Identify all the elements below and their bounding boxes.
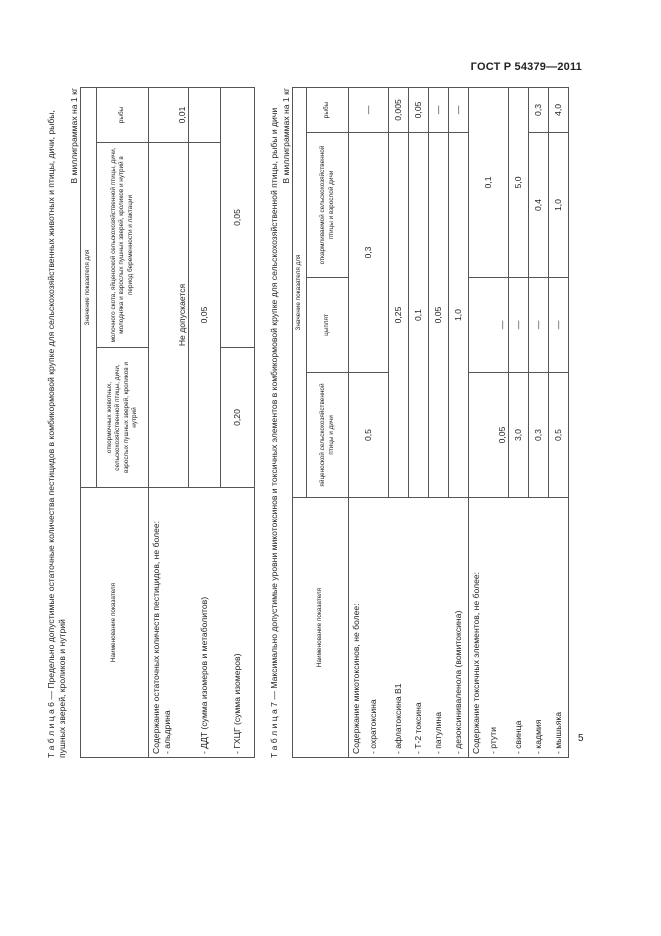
t7-row-aflatoxin-col123: 0,25 xyxy=(389,133,409,498)
t7-row-t2-name: - Т-2 токсина xyxy=(409,498,429,758)
t7-row-don xyxy=(449,87,469,757)
t6-row-hch-col1: 0,20 xyxy=(221,348,255,488)
t7-row-don-name: - дезоксиниваленола (вомитоксина) xyxy=(449,498,469,758)
t7-row-cadmium-col2: — xyxy=(529,278,549,373)
page-number: 5 xyxy=(578,733,584,744)
t7-row-arsenic xyxy=(549,87,569,757)
t7-header-col4: рыбы xyxy=(307,87,349,132)
t7-row-mercury-name: - ртути xyxy=(488,727,498,754)
t7-row-cadmium-col4: 0,3 xyxy=(529,87,549,132)
t6-row-ddt xyxy=(189,87,221,757)
t7-row-lead-col2: — xyxy=(509,278,529,373)
t7-row-arsenic-name: - мышьяка xyxy=(549,498,569,758)
t6-row-hch-col23: 0,05 xyxy=(221,87,255,347)
t7-row-t2-col4: 0,05 xyxy=(409,87,429,132)
t7-row-mercury xyxy=(469,87,509,757)
t6-row-aldrin-value: Не допускается xyxy=(149,143,189,488)
t7-row-aflatoxin-col4: 0,005 xyxy=(389,87,409,132)
table-6 xyxy=(80,87,255,758)
t7-header-col2: цыплят xyxy=(307,278,349,373)
t7-row-mercury-col2: — xyxy=(469,278,509,373)
t7-header-col1: яйценоской сельскохозяйственной птицы и дичи xyxy=(307,373,349,498)
t7-row-ochratoxin-col4: — xyxy=(349,87,389,132)
t7-row-lead-col1: 3,0 xyxy=(509,373,529,498)
table-6-caption: Т а б л и ц а 6 — Предельно допустимые остаточные количества пестицидов в комбикормовой крупке для сельскохозяйственных животных и птицы, дичи, рыбы, пушных зверей, кроликов и нутрий xyxy=(46,110,67,758)
t7-myco-label: Содержание микотоксинов, не более: xyxy=(351,603,361,754)
table-7 xyxy=(292,87,569,758)
t7-row-t2-col123: 0,1 xyxy=(409,133,429,498)
t7-row-t2 xyxy=(409,87,429,757)
t6-group-label: Содержание остаточных количеств пестицидов, не более: xyxy=(151,520,161,754)
table-7-units: В миллиграммах на 1 кг xyxy=(281,88,291,184)
t7-row-arsenic-col2: — xyxy=(549,278,569,373)
t7-row-arsenic-col3: 1,0 xyxy=(549,133,569,278)
t6-header-col1: откормочных животных, сельскохозяйственной птицы, дичи, взрослых пушных зверей, кроликов и нутрий xyxy=(97,348,149,488)
t6-row-ddt-name: - ДДТ (сумма изомеров и метаболитов) xyxy=(189,488,221,758)
t7-row-don-col123: 1,0 xyxy=(449,133,469,498)
table-7-block xyxy=(269,88,589,758)
t7-row-lead-name: - свинца xyxy=(509,498,529,758)
t7-header-name: Наименование показателя xyxy=(293,498,349,758)
table-6-block xyxy=(46,88,246,758)
t7-row-ochratoxin-col1: 0,5 xyxy=(349,373,389,498)
t6-row-hch-name: - ГХЦГ (сумма изомеров) xyxy=(221,488,255,758)
t7-row-cadmium-col3: 0,4 xyxy=(529,133,549,278)
t7-row-don-col4: — xyxy=(449,87,469,132)
t7-row-ochratoxin xyxy=(349,87,389,757)
t6-header-name: Наименование показателя xyxy=(81,488,149,758)
t7-row-patulin-col123: 0,05 xyxy=(429,133,449,498)
t6-row-ddt-value: 0,05 xyxy=(189,143,221,488)
t7-row-patulin-col4: — xyxy=(429,87,449,132)
table-7-caption: Т а б л и ц а 7 — Максимально допустимые уровни микотоксинов и токсичных элементов в комбикормовой крупке для сельскохозяйственной птицы, рыбы и дичи xyxy=(269,107,279,758)
standard-number: ГОСТ Р 54379—2011 xyxy=(470,61,582,73)
t7-row-mercury-col34: 0,1 xyxy=(469,87,509,277)
t6-header-col2: молочного скота, яйценоской сельскохозяйственной птицы, дичи, молодняка и взрослых пушных зверей, кроликов и нутрий в период беременности и лактации xyxy=(97,143,149,348)
t6-row-aldrin-name: - альдрина xyxy=(162,710,172,754)
t7-row-lead-col34: 5,0 xyxy=(509,87,529,277)
t7-header-group: Значение показателя для xyxy=(293,87,307,497)
t7-row-lead xyxy=(509,87,529,757)
t6-row-aldrin xyxy=(149,87,189,757)
t7-row-aflatoxin-name: - афлатоксина В1 xyxy=(389,498,409,758)
t7-header-col3: откармливаемой сельскохозяйственной птицы и взрослой дичи xyxy=(307,133,349,278)
t7-row-ochratoxin-col23: 0,3 xyxy=(349,133,389,373)
table-6-units: В миллиграммах на 1 кг xyxy=(69,88,79,184)
t7-row-cadmium-name: - кадмия xyxy=(529,498,549,758)
t7-row-aflatoxin xyxy=(389,87,409,757)
t7-tox-label: Содержание токсичных элементов, не более: xyxy=(471,571,481,754)
t7-row-patulin xyxy=(429,87,449,757)
t7-row-cadmium-col1: 0,3 xyxy=(529,373,549,498)
t7-row-ochratoxin-name: - охратоксина xyxy=(368,699,378,754)
t7-row-arsenic-col4: 4,0 xyxy=(549,87,569,132)
t7-row-arsenic-col1: 0,5 xyxy=(549,373,569,498)
t7-row-patulin-name: - патулина xyxy=(429,498,449,758)
t6-header-col3: рыбы xyxy=(97,87,149,142)
t7-row-cadmium xyxy=(529,87,549,757)
t6-row-hch xyxy=(221,87,255,757)
t6-header-group: Значение показателя для xyxy=(81,87,97,487)
t7-row-mercury-col1: 0,05 xyxy=(469,373,509,498)
t6-row-ddt-fish xyxy=(189,87,221,142)
t6-row-aldrin-fish: 0,01 xyxy=(149,87,189,142)
